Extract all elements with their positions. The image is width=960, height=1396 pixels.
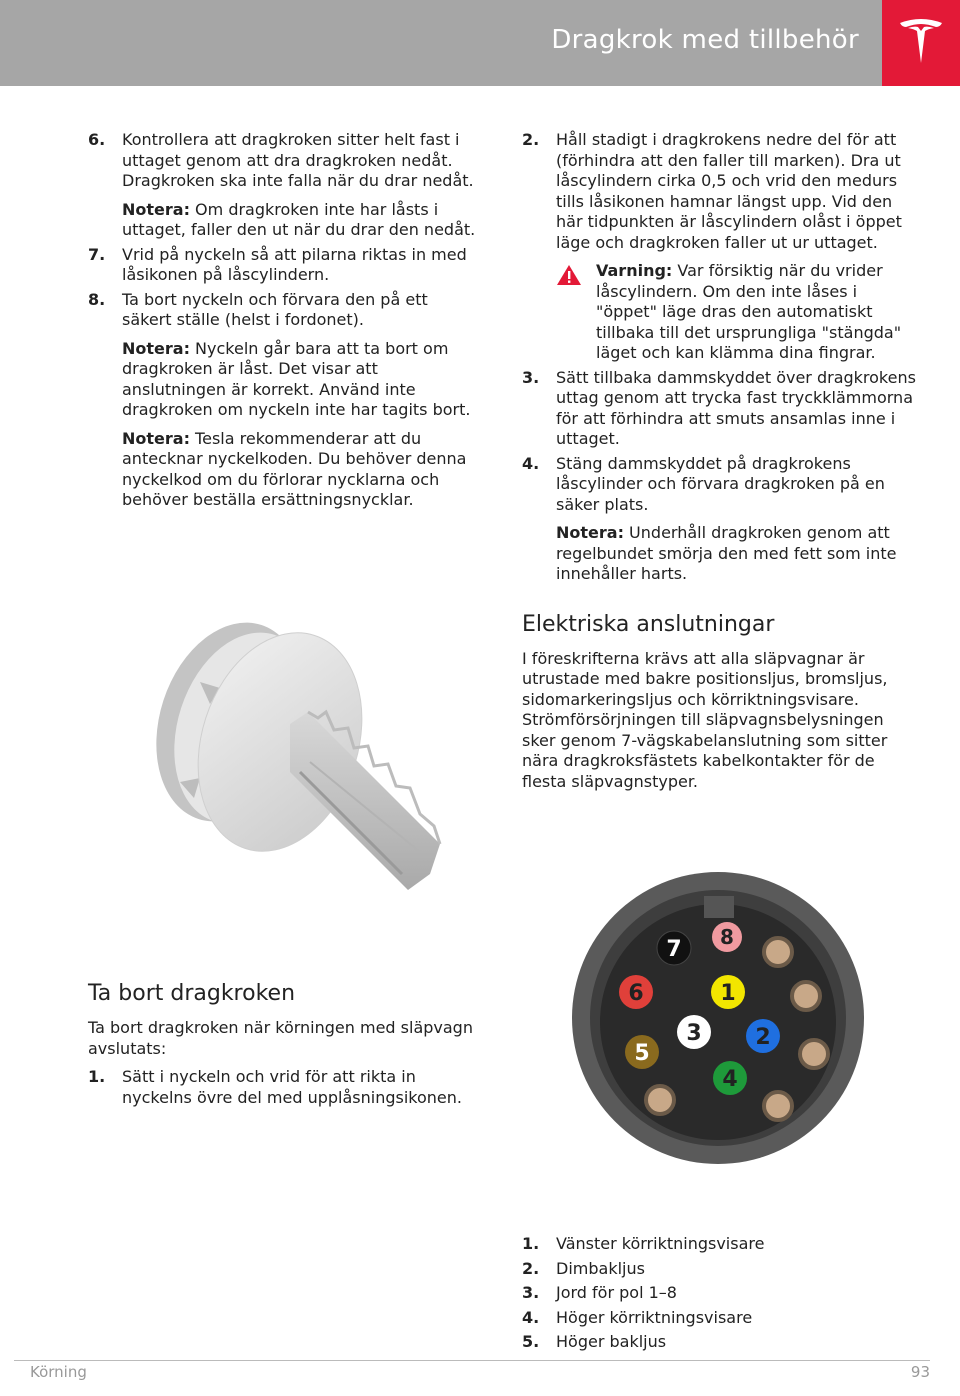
note-2	[88, 339, 480, 421]
pin-5-contact	[625, 1035, 659, 1069]
pin-legend-item	[522, 1308, 916, 1329]
pin-6-contact	[619, 975, 653, 1009]
page-title: Dragkrok med tillbehör	[551, 25, 859, 55]
pin-2-label: 2	[755, 1025, 771, 1050]
note-label: Notera:	[122, 199, 190, 219]
step-8	[88, 290, 480, 331]
pin-legend-item	[522, 1259, 916, 1280]
pin-5-label: 5	[634, 1041, 650, 1066]
step-number: 3.	[522, 367, 540, 387]
step-number: 1.	[88, 1067, 106, 1086]
electrical-text: I föreskrifterna krävs att alla släpvagnar är utrustade med bakre positionsljus, bromsljus, sidomarkeringsljus och körriktningsvisare. Strömförsörjningen till släpvagnsbelysningen sker genom 7-vägskabelanslutning som sitter nära dragkroksfästets kabelkontakter för de flesta släpvagnstyper.	[522, 648, 888, 791]
step-text: Sätt tillbaka dammskyddet över dragkrokens uttag genom att trycka fast tryckklämmorna för att förhindra att smuts ansamlas inne i uttaget.	[556, 367, 916, 448]
remove-section	[88, 980, 480, 1112]
note-text: Nyckeln går bara att ta bort om dragkroken är låst. Det visar att anslutningen är korrekt. Använd inte dragkroken om nyckeln inte har tagits bort.	[122, 338, 471, 419]
note-text: Om dragkroken inte har låsts i uttaget, faller den ut när du drar den nedåt.	[122, 199, 476, 239]
step-number: 7.	[88, 244, 106, 264]
warning-label: Varning:	[596, 261, 673, 280]
footer-section: Körning	[30, 1363, 87, 1381]
left-column	[88, 130, 480, 515]
legend-number: 2.	[522, 1258, 540, 1278]
legend-text: Dimbakljus	[556, 1258, 645, 1278]
tesla-logo-icon	[898, 17, 944, 67]
unused-contact	[764, 938, 792, 966]
legend-text: Vänster körriktningsvisare	[556, 1234, 765, 1253]
step-4	[522, 454, 916, 516]
step-3	[522, 368, 916, 450]
legend-text: Höger bakljus	[556, 1332, 667, 1351]
legend-text: Jord för pol 1–8	[556, 1283, 677, 1302]
step-text: Ta bort nyckeln och förvara den på ett säkert ställe (helst i fordonet).	[122, 289, 428, 329]
pin-3-label: 3	[686, 1021, 702, 1046]
step-2	[522, 130, 916, 253]
pin-legend	[522, 1234, 916, 1357]
legend-number: 1.	[522, 1234, 540, 1253]
pin-2-contact	[746, 1019, 780, 1053]
brand-box	[882, 0, 960, 86]
step-number: 6.	[88, 130, 106, 149]
pin-7-contact	[657, 931, 691, 965]
pin-4-contact	[713, 1061, 747, 1095]
pin-legend-item	[522, 1332, 916, 1353]
pin-1-contact	[711, 975, 745, 1009]
legend-number: 5.	[522, 1332, 540, 1351]
note-4	[522, 523, 916, 585]
note-label: Notera:	[122, 428, 190, 448]
pin-4-label: 4	[722, 1067, 738, 1092]
electrical-heading: Elektriska anslutningar	[522, 611, 775, 637]
remove-intro: Ta bort dragkroken när körningen med släpvagn avslutats:	[88, 1018, 473, 1058]
seven-pin-connector-illustration	[568, 868, 868, 1168]
step-text: Sätt i nyckeln och vrid för att rikta in nyckelns övre del med upplåsningsikonen.	[122, 1067, 462, 1107]
key-in-lock-cylinder-illustration	[140, 612, 460, 912]
pin-7-label: 7	[666, 937, 682, 962]
right-column	[522, 130, 916, 800]
pin-3-contact	[677, 1015, 711, 1049]
note-3	[88, 429, 480, 511]
unused-contact	[800, 1040, 828, 1068]
step-number: 4.	[522, 453, 540, 473]
unused-contact	[646, 1086, 674, 1114]
pin-8-contact	[712, 922, 742, 952]
step-text: Stäng dammskyddet på dragkrokens låscylinder och förvara dragkroken på en säker plats.	[556, 453, 885, 514]
note-label: Notera:	[122, 338, 190, 358]
note-1	[88, 200, 480, 241]
note-label: Notera:	[556, 523, 624, 542]
footer-divider	[14, 1360, 930, 1361]
remove-step-1	[88, 1067, 480, 1108]
step-number: 2.	[522, 130, 540, 149]
pin-legend-item	[522, 1283, 916, 1304]
note-text: Tesla rekommenderar att du antecknar nyckelkoden. Du behöver denna nyckelkod om du förlorar nycklarna och behöver beställa ersättningsnycklar.	[122, 428, 467, 509]
pin-1-label: 1	[720, 981, 736, 1006]
unused-contact	[792, 982, 820, 1010]
step-number: 8.	[88, 289, 106, 309]
step-text: Vrid på nyckeln så att pilarna riktas in med låsikonen på låscylindern.	[122, 244, 467, 284]
note-text: Underhåll dragkroken genom att regelbundet smörja den med fett som inte innehåller harts.	[556, 523, 897, 583]
step-text: Kontrollera att dragkroken sitter helt fast i uttaget genom att dra dragkroken nedåt. Dragkroken ska inte falla när du drar nedåt.	[122, 130, 474, 190]
step-7	[88, 245, 480, 286]
step-6	[88, 130, 480, 192]
pin-8-label: 8	[720, 925, 734, 949]
warning-text: Var försiktig när du vrider låscylindern. Om den inte låses i "öppet" läge dras den automatiskt tillbaka till det ursprungliga "stängda" läget och kan klämma dina fingrar.	[596, 261, 902, 362]
page-number: 93	[910, 1363, 930, 1381]
legend-text: Höger körriktningsvisare	[556, 1307, 753, 1327]
unused-contact	[764, 1092, 792, 1120]
warning-box	[522, 261, 916, 364]
pin-6-label: 6	[628, 981, 644, 1006]
legend-number: 3.	[522, 1283, 540, 1302]
legend-number: 4.	[522, 1307, 540, 1327]
warning-icon	[556, 264, 582, 286]
step-text: Håll stadigt i dragkrokens nedre del för att (förhindra att den faller till marken). Dra ut låscylindern cirka 0,5 och vrid den medurs tills låsikonen hamnar längst upp. Vid den här tidpunkten är låscylindern olåst i öppet läge och dragkroken faller ut ur uttaget.	[556, 130, 902, 252]
pin-legend-item	[522, 1234, 916, 1255]
remove-heading: Ta bort dragkroken	[88, 981, 296, 1006]
page-header	[0, 0, 960, 86]
